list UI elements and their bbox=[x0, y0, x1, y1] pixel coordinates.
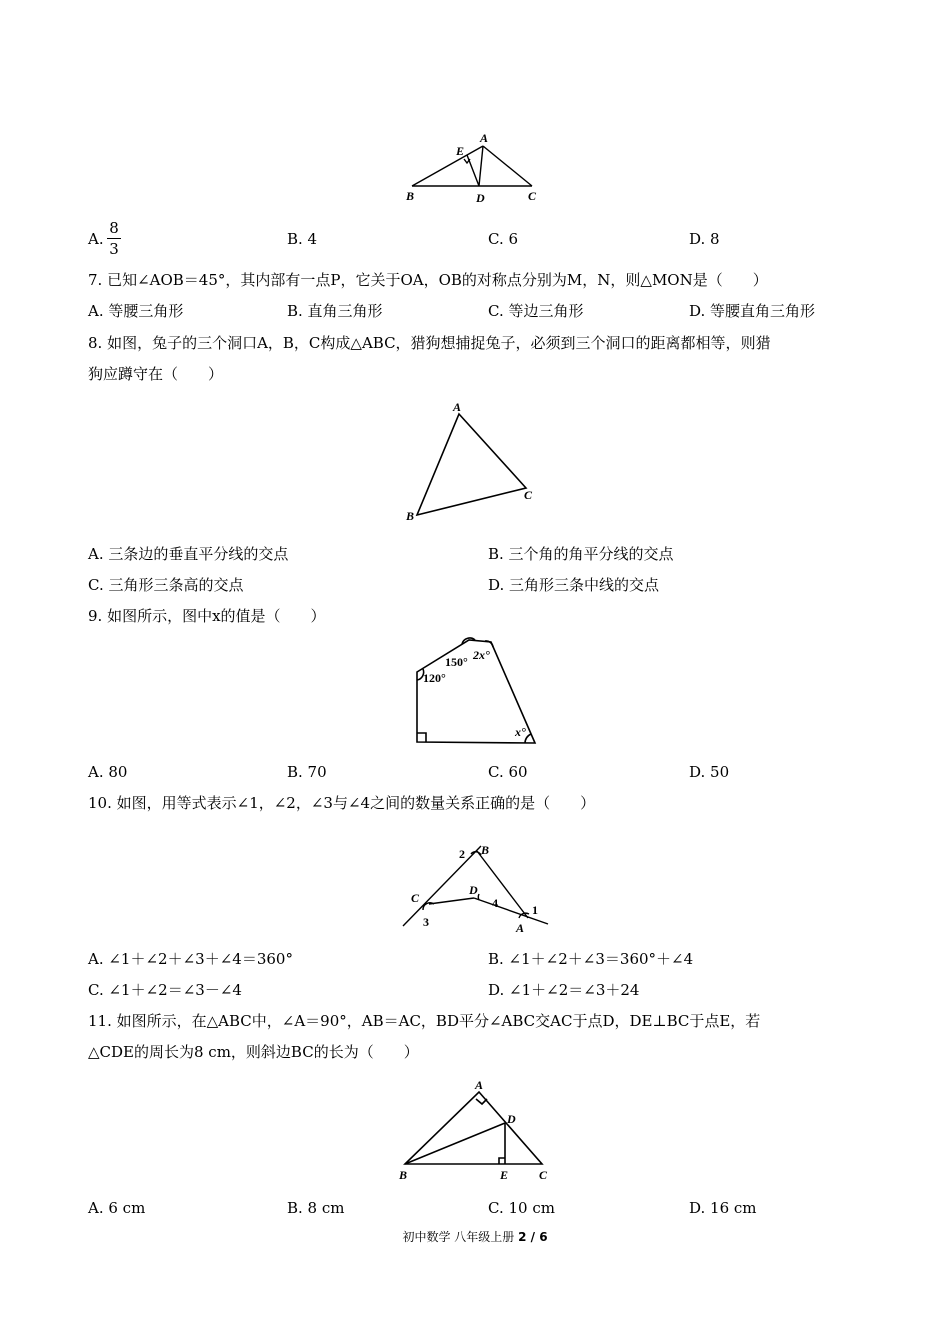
q10-label-d: D bbox=[469, 883, 478, 897]
q8-label-a: A bbox=[453, 400, 462, 414]
page-footer bbox=[0, 1228, 950, 1245]
q10-label-a: A bbox=[516, 921, 525, 935]
q9-angle-150: 150° bbox=[445, 655, 468, 669]
q6-label-b: B bbox=[406, 189, 415, 203]
q11-label-d: D bbox=[507, 1112, 516, 1126]
q7-stem: 7. 已知∠AOB＝45°，其内部有一点P，它关于OA，OB的对称点分别为M，N，则△MON是（ ） bbox=[88, 271, 768, 289]
q6-label-a: A bbox=[480, 131, 489, 145]
q9-angle-120: 120° bbox=[423, 671, 446, 685]
q9-angle-x: x° bbox=[515, 725, 526, 739]
q10-label-1: 1 bbox=[532, 903, 538, 917]
q8-stem-line2: 狗应蹲守在（ ） bbox=[88, 365, 224, 383]
q6-fraction-numerator: 8 bbox=[109, 219, 119, 237]
q9-option-b: B. 70 bbox=[287, 763, 327, 781]
q11-stem-line2: △CDE的周长为8 cm，则斜边BC的长为（ ） bbox=[88, 1043, 419, 1061]
q6-option-c: C. 6 bbox=[488, 230, 519, 248]
q8-stem-line1: 8. 如图，兔子的三个洞口A，B，C构成△ABC，猎狗想捕捉兔子，必须到三个洞口的距离都相等，则猎 bbox=[88, 334, 771, 352]
q11-label-a: A bbox=[475, 1078, 484, 1092]
q6-fraction-bar bbox=[107, 238, 121, 239]
q6-option-a-prefix: A. bbox=[88, 230, 104, 248]
q6-figure bbox=[400, 128, 550, 208]
q9-option-c: C. 60 bbox=[488, 763, 528, 781]
q11-option-c: C. 10 cm bbox=[488, 1199, 555, 1217]
q7-option-c: C. 等边三角形 bbox=[488, 302, 584, 320]
q10-figure bbox=[395, 838, 560, 938]
q10-label-3: 3 bbox=[423, 915, 429, 929]
q10-label-2: 2 bbox=[459, 847, 465, 861]
q9-angle-2x: 2x° bbox=[473, 648, 490, 662]
q6-label-d: D bbox=[476, 191, 485, 205]
footer-page-number: 2 / 6 bbox=[518, 1230, 548, 1244]
q11-option-d: D. 16 cm bbox=[689, 1199, 757, 1217]
q10-label-c: C bbox=[411, 891, 420, 905]
q6-label-c: C bbox=[528, 189, 537, 203]
q8-label-c: C bbox=[524, 488, 533, 502]
q10-option-c: C. ∠1＋∠2＝∠3－∠4 bbox=[88, 981, 242, 999]
q10-option-d: D. ∠1＋∠2＝∠3＋24 bbox=[488, 981, 640, 999]
q11-option-b: B. 8 cm bbox=[287, 1199, 345, 1217]
q10-stem: 10. 如图，用等式表示∠1，∠2，∠3与∠4之间的数量关系正确的是（ ） bbox=[88, 794, 596, 812]
q7-option-d: D. 等腰直角三角形 bbox=[689, 302, 816, 320]
q11-label-e: E bbox=[500, 1168, 509, 1182]
q11-figure bbox=[395, 1078, 555, 1186]
q8-option-b: B. 三个角的角平分线的交点 bbox=[488, 545, 674, 563]
q8-figure bbox=[400, 398, 550, 526]
q6-option-b: B. 4 bbox=[287, 230, 318, 248]
q10-label-4: 4 bbox=[492, 896, 498, 910]
q8-option-c: C. 三角形三条高的交点 bbox=[88, 576, 244, 594]
q11-label-b: B bbox=[399, 1168, 408, 1182]
q9-figure bbox=[405, 632, 550, 752]
q6-label-e: E bbox=[456, 144, 465, 158]
q11-label-c: C bbox=[539, 1168, 548, 1182]
q6-option-a-fraction bbox=[107, 219, 121, 258]
footer-subject: 初中数学 八年级上册 bbox=[402, 1230, 515, 1244]
q9-option-d: D. 50 bbox=[689, 763, 730, 781]
q6-option-d: D. 8 bbox=[689, 230, 720, 248]
q7-option-a: A. 等腰三角形 bbox=[88, 302, 184, 320]
q9-option-a: A. 80 bbox=[88, 763, 128, 781]
q7-option-b: B. 直角三角形 bbox=[287, 302, 383, 320]
q8-label-b: B bbox=[406, 509, 415, 523]
q10-option-b: B. ∠1＋∠2＋∠3＝360°＋∠4 bbox=[488, 950, 694, 968]
q8-option-d: D. 三角形三条中线的交点 bbox=[488, 576, 660, 594]
q11-stem-line1: 11. 如图所示，在△ABC中，∠A＝90°，AB＝AC，BD平分∠ABC交AC于点D，DE⊥BC于点E，若 bbox=[88, 1012, 761, 1030]
q10-label-b: B bbox=[481, 843, 490, 857]
q9-stem: 9. 如图所示，图中x的值是（ ） bbox=[88, 607, 326, 625]
q8-option-a: A. 三条边的垂直平分线的交点 bbox=[88, 545, 289, 563]
q6-fraction-denominator: 3 bbox=[109, 240, 119, 258]
q10-option-a: A. ∠1＋∠2＋∠3＋∠4＝360° bbox=[88, 950, 293, 968]
q11-option-a: A. 6 cm bbox=[88, 1199, 146, 1217]
